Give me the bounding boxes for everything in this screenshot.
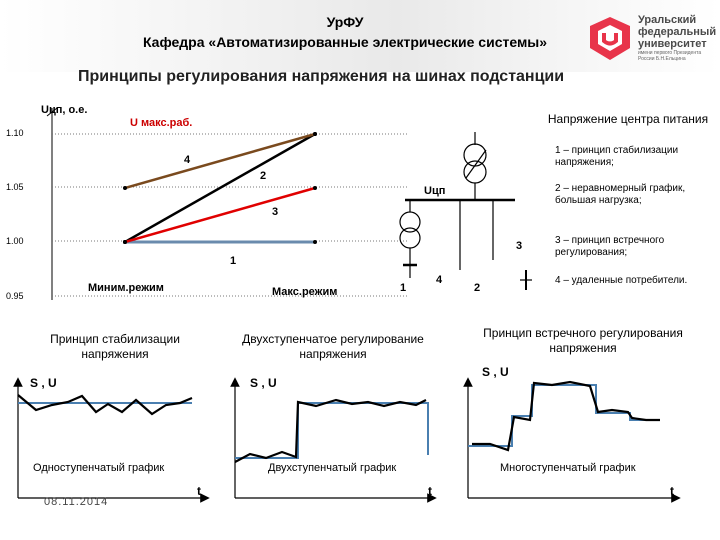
- right-load-curve: [472, 382, 660, 450]
- right-section-title: Принцип встречного регулирования напряжения: [483, 326, 683, 355]
- slide-date: 08.11.2014: [44, 496, 109, 508]
- series-label-1: 1: [230, 255, 237, 267]
- university-name: УрФУ: [326, 14, 364, 30]
- logo-line-2: федеральный: [638, 26, 717, 38]
- left-graph-caption: Одноступенчатый график: [33, 462, 165, 474]
- y-tick-100: 1.00: [6, 236, 24, 246]
- mid-load-curve: [235, 400, 426, 462]
- logo-small-2: России Б.Н.Ельцина: [638, 56, 686, 62]
- schematic-label-4: 4: [436, 274, 443, 286]
- main-y-label: Uцп, о.е.: [41, 104, 88, 116]
- y-tick-110: 1.10: [6, 128, 24, 138]
- right-t-label: t: [670, 484, 674, 498]
- left-section-title: Принцип стабилизации напряжения: [50, 332, 180, 361]
- logo-line-3: университет: [638, 38, 707, 50]
- right-axis-label: S , U: [482, 365, 509, 379]
- logo-line-1: Уральский: [638, 14, 697, 26]
- series-label-4: 4: [184, 154, 191, 166]
- schematic-label-2: 2: [474, 282, 481, 294]
- legend-item-4: 4 – удаленные потребители.: [555, 275, 688, 286]
- right-graph-caption: Многоступенчатый график: [500, 462, 636, 474]
- u-max-label: U макс.раб.: [130, 117, 193, 129]
- series-label-3: 3: [272, 206, 279, 218]
- left-t-label: t: [197, 484, 201, 498]
- logo-small-1: имени первого Президента: [638, 50, 702, 56]
- page-title: Принципы регулирования напряжения на шинах подстанции: [78, 68, 565, 85]
- schematic-label-1: 1: [400, 282, 407, 294]
- schematic-label-3: 3: [516, 240, 523, 252]
- max-mode-label: Макс.режим: [272, 286, 338, 298]
- left-load-curve: [18, 395, 192, 414]
- min-mode-label: Миним.режим: [88, 282, 164, 294]
- department-name: Кафедра «Автоматизированные электрические системы»: [142, 34, 548, 50]
- mid-graph-caption: Двухступенчатый график: [268, 462, 397, 474]
- schematic-title: Напряжение центра питания: [547, 112, 709, 126]
- series-label-2: 2: [260, 170, 267, 182]
- legend-item-3: 3 – принцип встречного регулирования;: [555, 235, 665, 258]
- left-axis-label: S , U: [30, 376, 57, 390]
- ucp-label: Uцп: [424, 185, 446, 197]
- mid-axis-label: S , U: [250, 376, 277, 390]
- mid-setpoint-line: [235, 403, 428, 458]
- y-tick-095: 0.95: [6, 291, 24, 301]
- mid-t-label: t: [428, 484, 432, 498]
- legend-item-2: 2 – неравномерный график, большая нагрузка;: [555, 183, 686, 206]
- y-tick-105: 1.05: [6, 182, 24, 192]
- mid-section-title: Двухступенчатое регулирование напряжения: [242, 332, 424, 361]
- legend-item-1: 1 – принцип стабилизации напряжения;: [555, 145, 679, 168]
